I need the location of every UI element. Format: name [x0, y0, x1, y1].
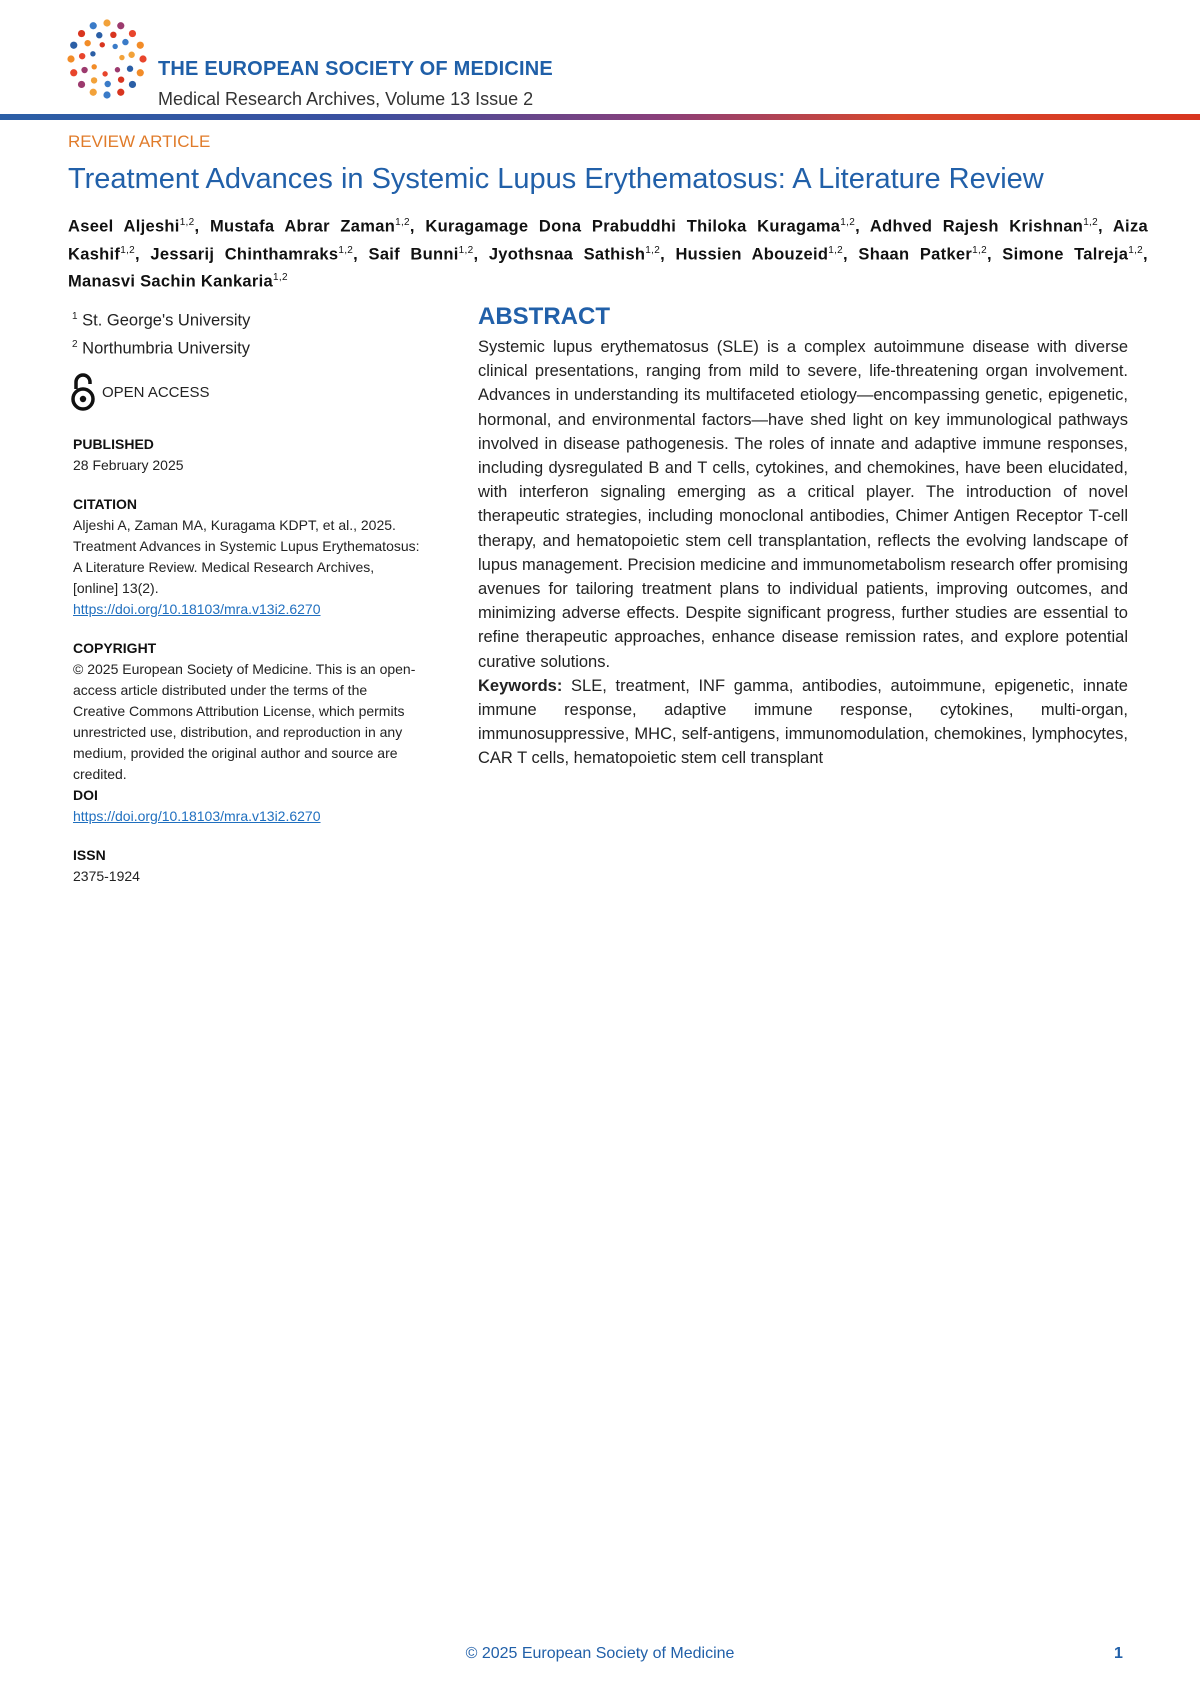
- logo-dot: [96, 32, 102, 38]
- logo-dot: [112, 44, 117, 49]
- author-name: Hussien Abouzeid: [675, 245, 829, 263]
- open-access-badge: [70, 372, 210, 412]
- logo-dot: [70, 42, 77, 49]
- logo-dot: [90, 89, 97, 96]
- open-access-label: OPEN ACCESS: [102, 383, 210, 401]
- logo-dot: [78, 30, 85, 37]
- logo-dot: [84, 40, 90, 46]
- author-affiliation-marker: 1,2: [273, 272, 288, 283]
- author-affiliation-marker: 1,2: [1128, 244, 1144, 256]
- logo-dot: [139, 55, 146, 62]
- logo-dot: [129, 30, 136, 37]
- logo-dot: [100, 42, 105, 47]
- logo-dot: [90, 51, 95, 56]
- author-affiliation-marker: 1,2: [338, 244, 354, 256]
- logo-dot: [70, 69, 77, 76]
- copyright-heading: COPYRIGHT: [73, 640, 157, 656]
- author-name: Shaan Patker: [858, 245, 973, 263]
- logo-dot: [91, 77, 97, 83]
- logo-dot: [67, 55, 74, 62]
- author-affiliation-marker: 1,2: [395, 217, 410, 228]
- author-affiliation-marker: 1,2: [972, 244, 987, 256]
- doi-link[interactable]: https://doi.org/10.18103/mra.v13i2.6270: [73, 808, 321, 824]
- abstract-heading: ABSTRACT: [478, 303, 610, 330]
- logo-dot: [81, 67, 87, 73]
- affiliation-item: $^1$ St. George's University: [72, 311, 251, 330]
- author-name: Aseel Aljeshi: [68, 217, 180, 236]
- logo-dot: [105, 81, 111, 87]
- article-metadata: [73, 434, 423, 905]
- published-heading: PUBLISHED: [73, 436, 154, 452]
- author-affiliation-marker: 1,2: [120, 244, 136, 256]
- author-name: Simone Talreja: [1002, 245, 1129, 263]
- logo-dot: [118, 76, 124, 82]
- article-title: Treatment Advances in Systemic Lupus Erythematosus: A Literature Review: [68, 163, 1044, 195]
- author-name: Adhved Rajesh Krishnan: [869, 217, 1084, 236]
- logo-dot: [103, 91, 110, 98]
- affiliation-item: $^2$ Northumbria University: [72, 338, 250, 357]
- logo-dot: [102, 71, 107, 76]
- affiliations: [72, 305, 250, 360]
- keywords-list: SLE, treatment, INF gamma, antibodies, autoimmune, epigenetic, innate immune response, adaptive immune response, cytokines, multi-organ, immunosuppressive, MHC, self-antigens, immunomodulation, chemokines, lymphocytes, CAR T cells, hematopoietic stem cell transplant: [478, 676, 1128, 768]
- author-name: Jyothsnaa Sathish: [488, 245, 646, 263]
- citation-heading: CITATION: [73, 496, 138, 512]
- society-name: THE EUROPEAN SOCIETY OF MEDICINE: [158, 58, 553, 80]
- author-affiliation-marker: 1,2: [828, 244, 844, 256]
- logo-dot: [103, 19, 110, 26]
- author-name: Mustafa Abrar Zaman: [209, 217, 396, 236]
- article-type: REVIEW ARTICLE: [68, 132, 211, 151]
- logo-dot: [137, 69, 144, 76]
- doi-heading: DOI: [73, 787, 98, 803]
- author-name: Saif Bunni: [368, 245, 459, 263]
- author-list: Aseel Aljeshi$^{1,2}$, Mustafa Abrar Zaman$^{1,2}$, Kuragamage Dona Prabuddhi Thiloka Kuragama$^{1,2}$, Adhved Rajesh Krishnan$^{1,2}$, Aiza Kashif$^{1,2}$, Jessarij Chinthamraks$^{1,2}$, Saif Bunni$^{1,2}$, Jyothsnaa Sathish$^{1,2}$, Hussien Abouzeid$^{1,2}$, Shaan Patker$^{1,2}$, Simone Talreja$^{1,2}$, Manasvi Sachin Kankaria$^{1,2}$: [68, 217, 1148, 291]
- citation-doi-link[interactable]: https://doi.org/10.18103/mra.v13i2.6270: [73, 601, 321, 617]
- logo-dot: [129, 81, 136, 88]
- logo-dot: [117, 89, 124, 96]
- society-logo: [64, 16, 150, 102]
- logo-dot: [78, 81, 85, 88]
- logo-dot: [91, 64, 96, 69]
- author-affiliation-marker: 1,2: [645, 244, 661, 256]
- author-affiliation-marker: 1,2: [458, 244, 474, 256]
- logo-dot: [117, 22, 124, 29]
- published-date: 28 February 2025: [73, 457, 184, 473]
- author-name: Jessarij Chinthamraks: [150, 245, 339, 263]
- page-number: 1: [1114, 1645, 1123, 1662]
- keywords-label: Keywords:: [478, 676, 563, 695]
- author-name: Aiza Kashif: [68, 217, 1148, 263]
- logo-dot: [122, 39, 128, 45]
- issn-heading: ISSN: [73, 847, 106, 863]
- logo-dot: [137, 42, 144, 49]
- copyright-text: © 2025 European Society of Medicine. This is an open-access article distributed under the terms of the Creative Commons Attribution License, which permits unrestricted use, distribution, and reproduction in any medium, provided the original author and source are credited.: [73, 661, 416, 782]
- journal-info: Medical Research Archives, Volume 13 Issue 2: [158, 89, 534, 109]
- open-access-icon: [70, 372, 96, 412]
- logo-dot: [119, 55, 124, 60]
- author-affiliation-marker: 1,2: [179, 217, 195, 228]
- logo-dot: [79, 53, 85, 59]
- header-divider: [0, 114, 1200, 120]
- author-affiliation-marker: 1,2: [840, 217, 856, 228]
- footer-copyright: © 2025 European Society of Medicine: [465, 1645, 735, 1662]
- author-name: Kuragamage Dona Prabuddhi Thiloka Kuragama: [425, 217, 841, 236]
- logo-dot: [115, 67, 120, 72]
- logo-dot: [90, 22, 97, 29]
- author-name: Manasvi Sachin Kankaria: [68, 272, 273, 291]
- abstract-text: Systemic lupus erythematosus (SLE) is a complex autoimmune disease with diverse clinical presentations, ranging from mild to severe, life-threatening organ involvement. Advances in understanding its multifaceted etiology—encompassing genetic, epigenetic, hormonal, and environmental factors—have shed light on key immunological pathways involved in disease pathogenesis. The roles of innate and adaptive immune responses, including dysregulated B and T cells, cytokines, and chemokines, have been elucidated, with interferon signaling emerging as a critical player. The introduction of novel therapeutic strategies, including monoclonal antibodies, Chimer Antigen Receptor T-cell therapy, and hematopoietic stem cell transplantation, reflects the evolving landscape of lupus management. Precision medicine and immunometabolism research offer promising avenues for tailoring treatment plans to individual patients, improving outcomes, and minimizing adverse effects. Despite significant progress, further studies are essential to refine therapeutic approaches, enhance disease remission rates, and explore potential curative solutions.: [478, 338, 1128, 671]
- abstract-body: [478, 335, 1128, 771]
- logo-dot: [128, 52, 134, 58]
- author-affiliation-marker: 1,2: [1083, 217, 1098, 228]
- citation-text: Aljeshi A, Zaman MA, Kuragama KDPT, et al., 2025. Treatment Advances in Systemic Lupus Erythematosus: A Literature Review. Medical Research Archives, [online] 13(2).: [73, 517, 420, 596]
- logo-dot: [127, 66, 133, 72]
- issn-value: 2375-1924: [73, 868, 140, 884]
- logo-dot: [110, 32, 116, 38]
